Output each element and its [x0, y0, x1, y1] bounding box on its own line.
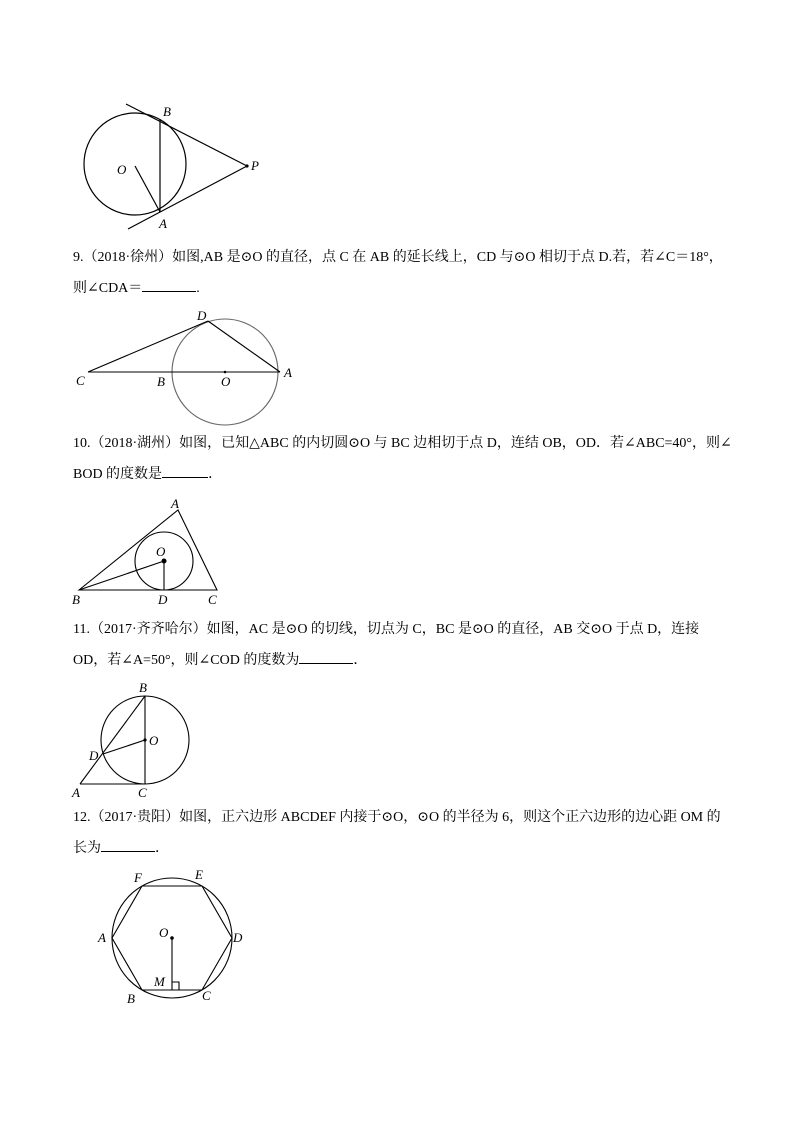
answer-blank-9 — [142, 277, 196, 292]
circle-o — [84, 113, 186, 215]
incircle-o — [135, 532, 193, 590]
circle-o-9 — [172, 319, 278, 425]
tangent-cd — [88, 321, 208, 372]
q11-line2: OD，若∠A=50°，则∠COD 的度数为 ． — [73, 645, 733, 676]
q10-line1: 10.（2018·湖州）如图，已知△ABC 的内切圆⊙O 与 BC 边相切于点 D，连结 OB，OD．若∠ABC=40°，则∠ — [73, 436, 732, 451]
circumcircle-o — [112, 878, 232, 998]
label-b-12: B — [127, 991, 135, 1006]
answer-blank-10 — [162, 463, 208, 478]
label-c-12: C — [202, 988, 211, 1003]
question-9 — [73, 242, 733, 304]
label-d-9: D — [197, 308, 207, 323]
label-d-10: D — [158, 592, 168, 607]
label-o-10: O — [156, 544, 166, 559]
tangent-pa — [128, 166, 247, 229]
label-b-11: B — [139, 680, 147, 695]
label-b: B — [163, 104, 171, 119]
answer-blank-12 — [101, 837, 155, 852]
q10-line2: BOD 的度数是 ． — [73, 459, 733, 490]
label-p: P — [251, 158, 259, 173]
label-o-9: O — [221, 374, 231, 389]
q9-line2: 则∠CDA＝ . — [73, 273, 733, 304]
q11-line1: 11.（2017·齐齐哈尔）如图，AC 是⊙O 的切线，切点为 C，BC 是⊙O 的直径，AB 交⊙O 于点 D，连接 — [73, 622, 700, 637]
label-c-11: C — [138, 785, 147, 800]
q12-line2: 长为 ． — [73, 833, 733, 864]
label-o-12: O — [159, 925, 169, 940]
chord-da — [208, 321, 280, 372]
circle-o-11 — [101, 696, 189, 784]
label-b-9: B — [157, 374, 165, 389]
radius-oa — [135, 166, 160, 212]
label-o-11: O — [149, 733, 159, 748]
question-10 — [73, 428, 733, 490]
label-m-12: M — [154, 974, 165, 989]
label-f-12: F — [134, 870, 142, 885]
label-a-12: A — [98, 930, 106, 945]
question-12 — [73, 802, 733, 864]
hexagon-abcdef — [112, 886, 232, 990]
label-c-10: C — [208, 592, 217, 607]
label-a: A — [159, 216, 167, 231]
question-11 — [73, 614, 733, 676]
label-a-11: A — [72, 785, 80, 800]
q9-line1: 9.（2018·徐州）如图,AB 是⊙O 的直径，点 C 在 AB 的延长线上，CD 与⊙O 相切于点 D.若，若∠C＝18°， — [73, 250, 723, 265]
q12-line1: 12.（2017·贵阳）如图，正六边形 ABCDEF 内接于⊙O，⊙O 的半径为 6，则这个正六边形的边心距 OM 的 — [73, 810, 721, 825]
label-d-12: D — [233, 930, 243, 945]
answer-blank-11 — [299, 649, 353, 664]
label-e-12: E — [195, 867, 203, 882]
label-d-11: D — [89, 748, 99, 763]
label-c-9: C — [76, 373, 85, 388]
label-a-10: A — [171, 496, 179, 511]
tangent-pb — [126, 104, 247, 166]
segment-od — [103, 740, 145, 754]
triangle-abc — [79, 510, 217, 590]
right-angle-mark — [172, 982, 179, 990]
segment-ob — [79, 561, 164, 590]
label-o: O — [117, 162, 127, 177]
label-a-9: A — [284, 365, 292, 380]
label-b-10: B — [72, 592, 80, 607]
line-ab — [80, 696, 145, 784]
